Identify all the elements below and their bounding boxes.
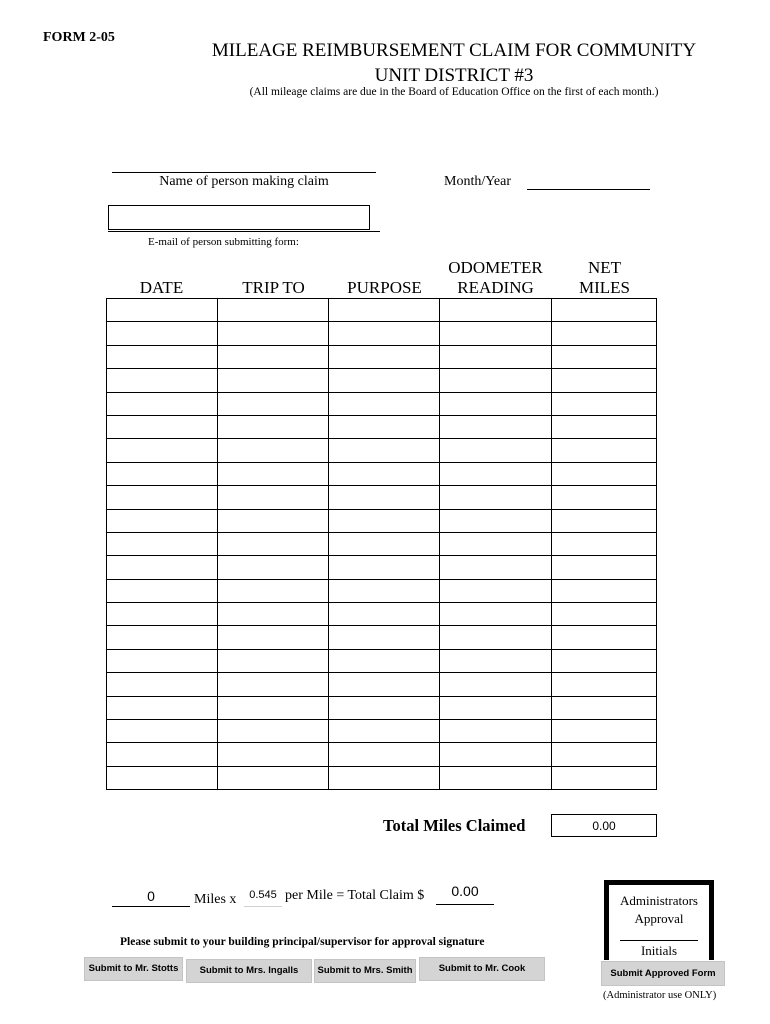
purpose-cell[interactable] [329,392,440,415]
date-cell[interactable] [107,649,218,672]
net-miles-cell[interactable] [552,743,657,766]
trip-to-cell[interactable] [218,673,329,696]
net-miles-cell[interactable] [552,322,657,345]
trip-to-cell[interactable] [218,369,329,392]
column-header-line1 [218,258,329,278]
table-row [107,766,657,789]
total-miles-label: Total Miles Claimed [383,816,526,835]
net-miles-cell[interactable] [552,532,657,555]
month-year-label: Month/Year [444,174,512,189]
mileage-log-table [106,298,657,790]
date-cell[interactable] [107,743,218,766]
purpose-cell[interactable] [329,743,440,766]
trip-to-cell[interactable] [218,392,329,415]
trip-to-cell[interactable] [218,322,329,345]
purpose-cell[interactable] [329,696,440,719]
admin-approval-title [609,892,709,928]
column-header-line1: ODOMETER [448,258,543,277]
name-label: Name of person making claim [159,174,329,189]
miles-multiplier-label: Miles x [194,892,237,907]
purpose-cell[interactable] [329,439,440,462]
net-miles-cell[interactable] [552,720,657,743]
table-row [107,322,657,345]
odometer-cell[interactable] [440,626,552,649]
table-row [107,579,657,602]
date-cell[interactable] [107,369,218,392]
email-input[interactable] [108,205,370,230]
admin-initials-label: Initials [640,943,678,958]
table-row [107,345,657,368]
odometer-cell[interactable] [440,345,552,368]
admin-title-line1: Administrators [620,893,698,908]
trip-to-cell[interactable] [218,696,329,719]
form-subtitle: (All mileage claims are due in the Board of Education Office on the first of each month.) [249,86,659,98]
date-cell[interactable] [107,486,218,509]
date-cell[interactable] [107,392,218,415]
net-miles-cell[interactable] [552,369,657,392]
purpose-cell[interactable] [329,322,440,345]
submit-smith-button[interactable]: Submit to Mrs. Smith [314,959,416,983]
net-miles-cell[interactable] [552,509,657,532]
net-miles-cell[interactable] [552,626,657,649]
purpose-cell[interactable] [329,720,440,743]
submit-instruction: Please submit to your building principal/supervisor for approval signature [120,936,485,948]
per-mile-label: per Mile = Total Claim $ [285,888,425,903]
column-header-line2: MILES [579,278,630,297]
odometer-cell[interactable] [440,696,552,719]
table-row [107,720,657,743]
net-miles-cell[interactable] [552,603,657,626]
net-miles-cell[interactable] [552,696,657,719]
trip-to-cell[interactable] [218,720,329,743]
date-cell[interactable] [107,556,218,579]
date-cell[interactable] [107,462,218,485]
odometer-cell[interactable] [440,720,552,743]
odometer-cell[interactable] [440,673,552,696]
trip-to-cell[interactable] [218,603,329,626]
column-header-odometer [440,258,551,298]
column-header-line2: TRIP TO [242,278,305,297]
date-cell[interactable] [107,766,218,789]
admin-title-line2: Approval [634,911,684,926]
column-header-line1 [106,258,217,278]
table-row [107,743,657,766]
column-header-line2: READING [457,278,534,297]
purpose-cell[interactable] [329,509,440,532]
table-row [107,369,657,392]
table-row [107,673,657,696]
column-header-date [106,258,217,298]
submit-ingalls-button[interactable]: Submit to Mrs. Ingalls [186,959,312,983]
date-cell[interactable] [107,626,218,649]
miles-claimed-field[interactable]: 0 [112,886,190,907]
purpose-cell[interactable] [329,579,440,602]
trip-to-cell[interactable] [218,743,329,766]
purpose-cell[interactable] [329,415,440,438]
table-row [107,603,657,626]
admin-use-note: (Administrator use ONLY) [603,990,717,1001]
odometer-cell[interactable] [440,649,552,672]
total-claim-field[interactable]: 0.00 [436,882,494,905]
total-miles-field[interactable]: 0.00 [551,814,657,837]
date-cell[interactable] [107,696,218,719]
table-row [107,486,657,509]
date-cell[interactable] [107,322,218,345]
table-row [107,462,657,485]
net-miles-cell[interactable] [552,649,657,672]
odometer-cell[interactable] [440,322,552,345]
form-title-line2: UNIT DISTRICT #3 [374,65,534,86]
table-row [107,556,657,579]
rate-per-mile-field[interactable]: 0.545 [244,886,282,907]
odometer-cell[interactable] [440,439,552,462]
purpose-cell[interactable] [329,532,440,555]
net-miles-cell[interactable] [552,556,657,579]
trip-to-cell[interactable] [218,626,329,649]
purpose-cell[interactable] [329,673,440,696]
table-row [107,649,657,672]
net-miles-cell[interactable] [552,392,657,415]
month-year-field[interactable] [527,189,650,190]
date-cell[interactable] [107,299,218,322]
odometer-cell[interactable] [440,369,552,392]
column-header-trip-to [218,258,329,298]
column-header-line1 [329,258,440,278]
purpose-cell[interactable] [329,649,440,672]
mileage-log-body [107,299,657,790]
net-miles-cell[interactable] [552,766,657,789]
trip-to-cell[interactable] [218,649,329,672]
net-miles-cell[interactable] [552,673,657,696]
trip-to-cell[interactable] [218,415,329,438]
date-cell[interactable] [107,673,218,696]
trip-to-cell[interactable] [218,556,329,579]
table-row [107,509,657,532]
purpose-cell[interactable] [329,369,440,392]
table-row [107,696,657,719]
column-header-net-miles [552,258,657,298]
net-miles-cell[interactable] [552,415,657,438]
table-row [107,532,657,555]
column-header-line2: DATE [139,278,184,297]
purpose-cell[interactable] [329,299,440,322]
purpose-cell[interactable] [329,462,440,485]
trip-to-cell[interactable] [218,766,329,789]
date-cell[interactable] [107,345,218,368]
column-header-purpose [329,258,440,298]
net-miles-cell[interactable] [552,486,657,509]
purpose-cell[interactable] [329,626,440,649]
table-row [107,415,657,438]
purpose-cell[interactable] [329,345,440,368]
form-code: FORM 2-05 [43,30,115,45]
odometer-cell[interactable] [440,509,552,532]
date-cell[interactable] [107,439,218,462]
odometer-cell[interactable] [440,603,552,626]
trip-to-cell[interactable] [218,462,329,485]
net-miles-cell[interactable] [552,345,657,368]
date-cell[interactable] [107,415,218,438]
trip-to-cell[interactable] [218,299,329,322]
email-label: E-mail of person submitting form: [148,236,299,248]
submit-cook-button[interactable]: Submit to Mr. Cook [419,957,545,981]
odometer-cell[interactable] [440,462,552,485]
table-row [107,392,657,415]
form-title-line1: MILEAGE REIMBURSEMENT CLAIM FOR COMMUNITY [211,40,697,61]
odometer-cell[interactable] [440,579,552,602]
odometer-cell[interactable] [440,415,552,438]
net-miles-cell[interactable] [552,579,657,602]
name-field-line[interactable] [112,172,376,173]
admin-initials-field[interactable] [620,940,698,941]
table-row [107,299,657,322]
odometer-cell[interactable] [440,392,552,415]
date-cell[interactable] [107,720,218,743]
trip-to-cell[interactable] [218,486,329,509]
net-miles-cell[interactable] [552,299,657,322]
column-header-line2: PURPOSE [347,278,422,297]
odometer-cell[interactable] [440,743,552,766]
purpose-cell[interactable] [329,556,440,579]
net-miles-cell[interactable] [552,462,657,485]
odometer-cell[interactable] [440,532,552,555]
odometer-cell[interactable] [440,556,552,579]
date-cell[interactable] [107,509,218,532]
email-underline [108,231,380,232]
date-cell[interactable] [107,532,218,555]
net-miles-cell[interactable] [552,439,657,462]
odometer-cell[interactable] [440,299,552,322]
date-cell[interactable] [107,579,218,602]
purpose-cell[interactable] [329,766,440,789]
table-row [107,439,657,462]
submit-approved-button[interactable]: Submit Approved Form [601,961,725,986]
trip-to-cell[interactable] [218,439,329,462]
column-header-line1: NET [587,258,622,277]
trip-to-cell[interactable] [218,345,329,368]
date-cell[interactable] [107,603,218,626]
purpose-cell[interactable] [329,486,440,509]
trip-to-cell[interactable] [218,579,329,602]
purpose-cell[interactable] [329,603,440,626]
odometer-cell[interactable] [440,766,552,789]
odometer-cell[interactable] [440,486,552,509]
submit-stotts-button[interactable]: Submit to Mr. Stotts [84,957,183,981]
trip-to-cell[interactable] [218,509,329,532]
table-row [107,626,657,649]
trip-to-cell[interactable] [218,532,329,555]
form-title [180,38,728,88]
